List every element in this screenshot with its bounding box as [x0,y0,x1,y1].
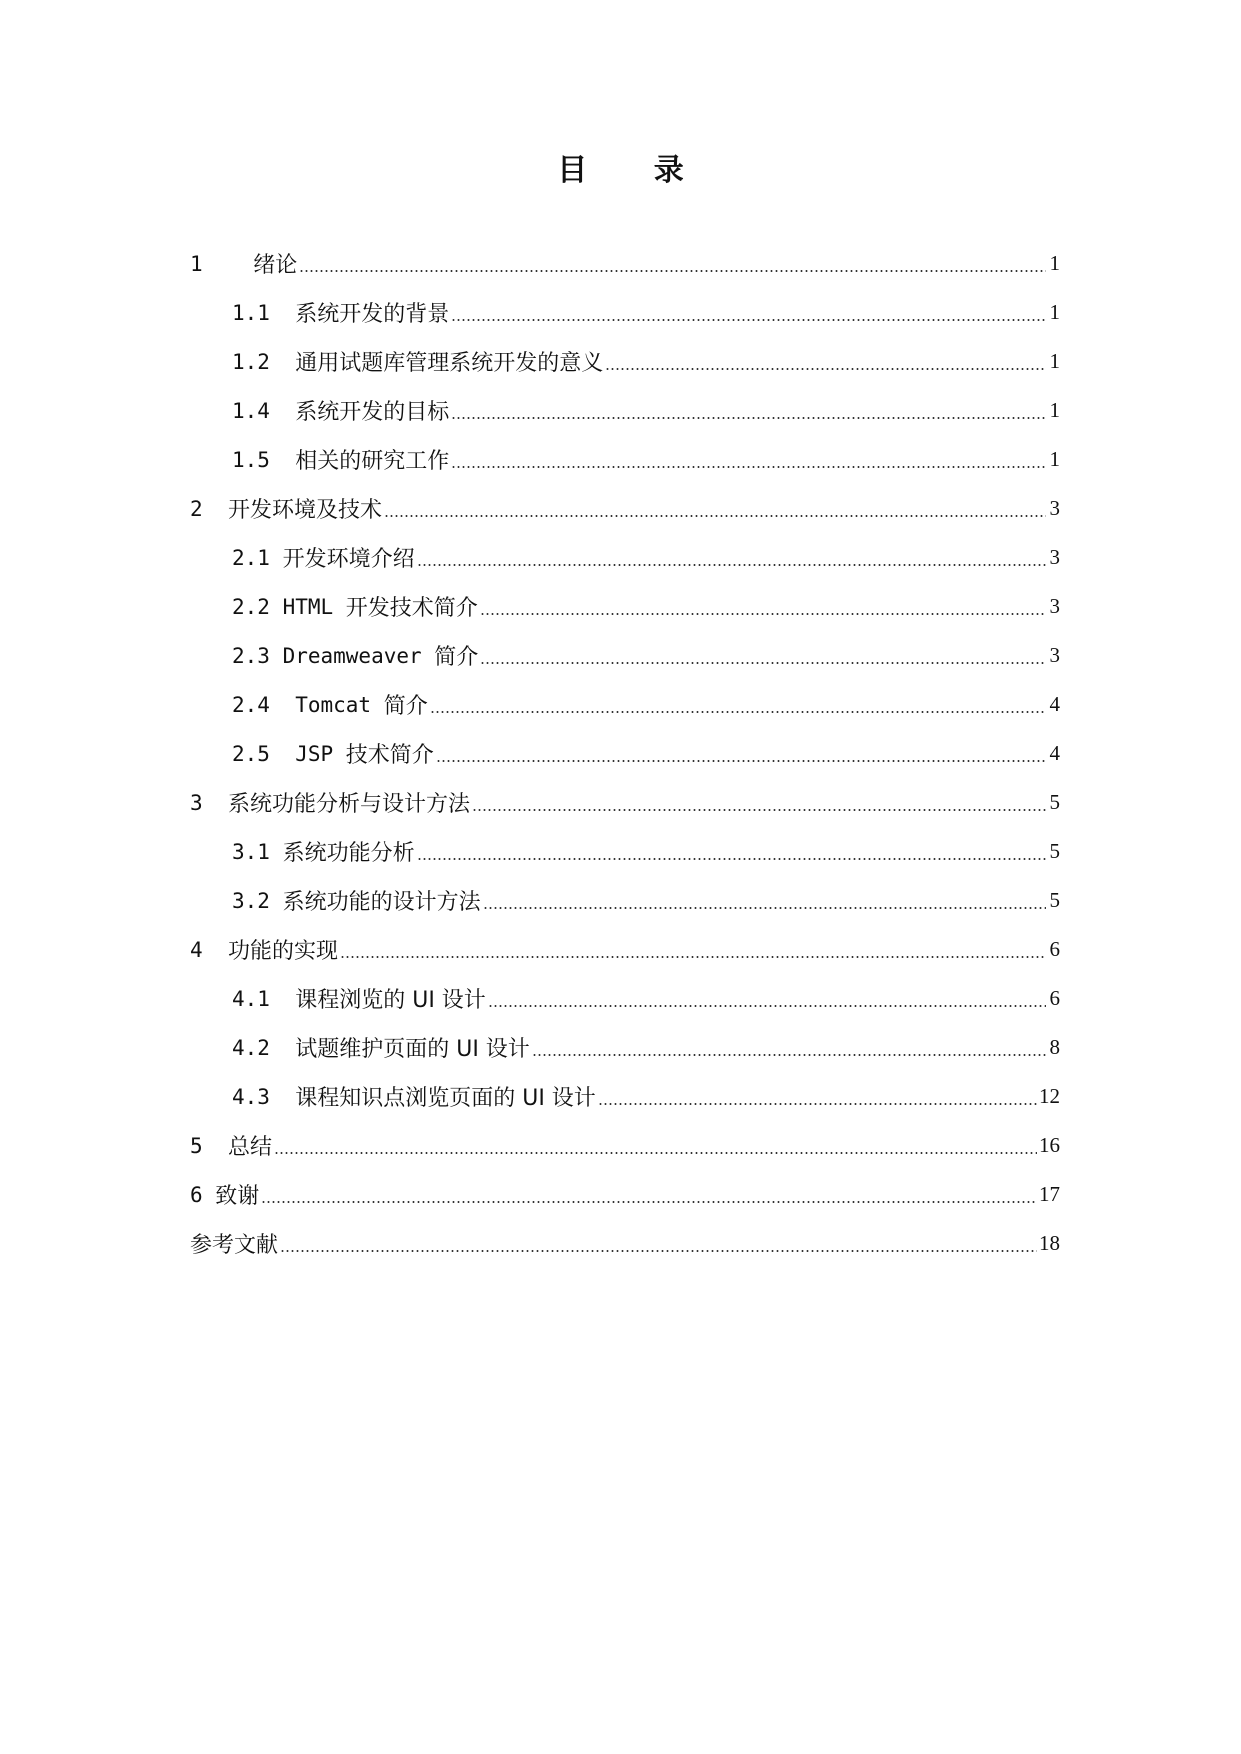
dot-leader [480,662,1046,664]
toc-entry[interactable] [190,631,1060,680]
dot-leader [598,1103,1037,1105]
dot-leader [451,466,1046,468]
table-of-contents [190,239,1060,1268]
dot-leader [430,711,1046,713]
toc-entry[interactable] [190,876,1060,925]
toc-entry-number: 4.1 [232,986,296,1011]
toc-entry-number: 1.4 [232,398,296,423]
toc-entry-title: 试题维护页面的 UI 设计 [295,1037,530,1062]
dot-leader [451,417,1046,419]
toc-entry-page-number: 18 [1039,1231,1060,1255]
toc-entry-title: 通用试题库管理系统开发的意义 [295,351,604,376]
toc-entry-page-number: 8 [1049,1035,1060,1059]
toc-entry-title: 简介 [434,645,479,670]
dot-leader [480,613,1046,615]
toc-entry-number: 2.2 HTML [232,594,346,619]
toc-entry[interactable] [190,729,1060,778]
toc-entry[interactable] [190,484,1060,533]
toc-entry-number: 2.3 Dreamweaver [232,643,435,668]
toc-entry-title: 开发技术简介 [345,596,478,621]
toc-entry-title: 系统开发的目标 [295,400,450,425]
toc-entry-number: 4.2 [232,1035,296,1060]
toc-entry-title: 课程知识点浏览页面的 UI 设计 [295,1086,596,1111]
toc-entry-title: 总结 [227,1135,272,1160]
page-title: 目 录 [557,153,712,188]
dot-leader [605,368,1046,370]
toc-entry-page-number: 4 [1049,741,1060,765]
toc-entry-page-number: 17 [1039,1182,1060,1206]
dot-leader [299,270,1046,272]
toc-entry-page-number: 3 [1049,643,1060,667]
dot-leader [384,515,1046,517]
dot-leader [274,1152,1037,1154]
toc-entry[interactable] [190,925,1060,974]
toc-entry-page-number: 5 [1049,839,1060,863]
dot-leader [417,564,1046,566]
toc-entry[interactable] [190,533,1060,582]
toc-entry-page-number: 3 [1049,496,1060,520]
toc-entry-page-number: 1 [1049,251,1060,275]
dot-leader [488,1005,1046,1007]
toc-entry-page-number: 6 [1049,986,1060,1010]
dot-leader [280,1250,1037,1252]
toc-entry-page-number: 12 [1039,1084,1060,1108]
toc-entry-title: 简介 [383,694,428,719]
toc-entry-number: 4.3 [232,1084,296,1109]
toc-entry[interactable] [190,974,1060,1023]
toc-entry-title: 技术简介 [345,743,434,768]
dot-leader [483,907,1046,909]
dot-leader [451,319,1046,321]
toc-entry[interactable] [190,582,1060,631]
toc-entry-number: 4 [190,937,228,962]
toc-entry-title: 开发环境介绍 [282,547,415,572]
dot-leader [532,1054,1046,1056]
toc-entry-page-number: 5 [1049,790,1060,814]
toc-entry[interactable] [190,778,1060,827]
toc-entry-title: 课程浏览的 UI 设计 [295,988,486,1013]
toc-entry[interactable] [190,239,1060,288]
toc-entry-page-number: 16 [1039,1133,1060,1157]
toc-entry-number: 1 [190,251,254,276]
dot-leader [417,858,1046,860]
toc-entry[interactable] [190,1023,1060,1072]
toc-entry[interactable] [190,288,1060,337]
toc-entry[interactable] [190,680,1060,729]
toc-entry-page-number: 1 [1049,349,1060,373]
toc-entry-page-number: 3 [1049,594,1060,618]
toc-entry-title: 功能的实现 [227,939,338,964]
toc-entry-number: 3.2 [232,888,283,913]
toc-entry[interactable] [190,386,1060,435]
toc-entry-page-number: 1 [1049,300,1060,324]
toc-entry-page-number: 1 [1049,447,1060,471]
toc-entry-title: 开发环境及技术 [227,498,382,523]
toc-entry-page-number: 4 [1049,692,1060,716]
toc-entry-title: 相关的研究工作 [295,449,450,474]
toc-entry-number: 6 [190,1182,216,1207]
toc-entry-number: 2.4 Tomcat [232,692,384,717]
toc-entry-number: 2.1 [232,545,283,570]
toc-entry-title: 参考文献 [190,1233,279,1258]
toc-entry-title: 系统功能的设计方法 [282,890,481,915]
dot-leader [261,1201,1037,1203]
toc-entry-title: 致谢 [215,1184,260,1209]
toc-entry-page-number: 5 [1049,888,1060,912]
dot-leader [436,760,1046,762]
toc-entry-number: 2 [190,496,228,521]
toc-entry-number: 1.2 [232,349,296,374]
toc-entry[interactable] [190,435,1060,484]
toc-entry[interactable] [190,1072,1060,1121]
toc-entry[interactable] [190,827,1060,876]
toc-entry-page-number: 3 [1049,545,1060,569]
toc-entry-number: 1.1 [232,300,296,325]
dot-leader [340,956,1046,958]
toc-entry-number: 3.1 [232,839,283,864]
toc-entry-number: 5 [190,1133,228,1158]
toc-entry-title: 系统功能分析 [282,841,415,866]
toc-entry[interactable] [190,1170,1060,1219]
toc-entry-number: 3 [190,790,228,815]
toc-entry-page-number: 6 [1049,937,1060,961]
toc-entry-title: 绪论 [253,253,298,278]
toc-entry-title: 系统功能分析与设计方法 [227,792,470,817]
toc-entry[interactable] [190,1121,1060,1170]
toc-entry[interactable] [190,337,1060,386]
toc-entry-number: 1.5 [232,447,296,472]
toc-entry-title: 系统开发的背景 [295,302,450,327]
dot-leader [472,809,1046,811]
toc-entry-page-number: 1 [1049,398,1060,422]
toc-entry[interactable] [190,1219,1060,1268]
toc-entry-number: 2.5 JSP [232,741,346,766]
